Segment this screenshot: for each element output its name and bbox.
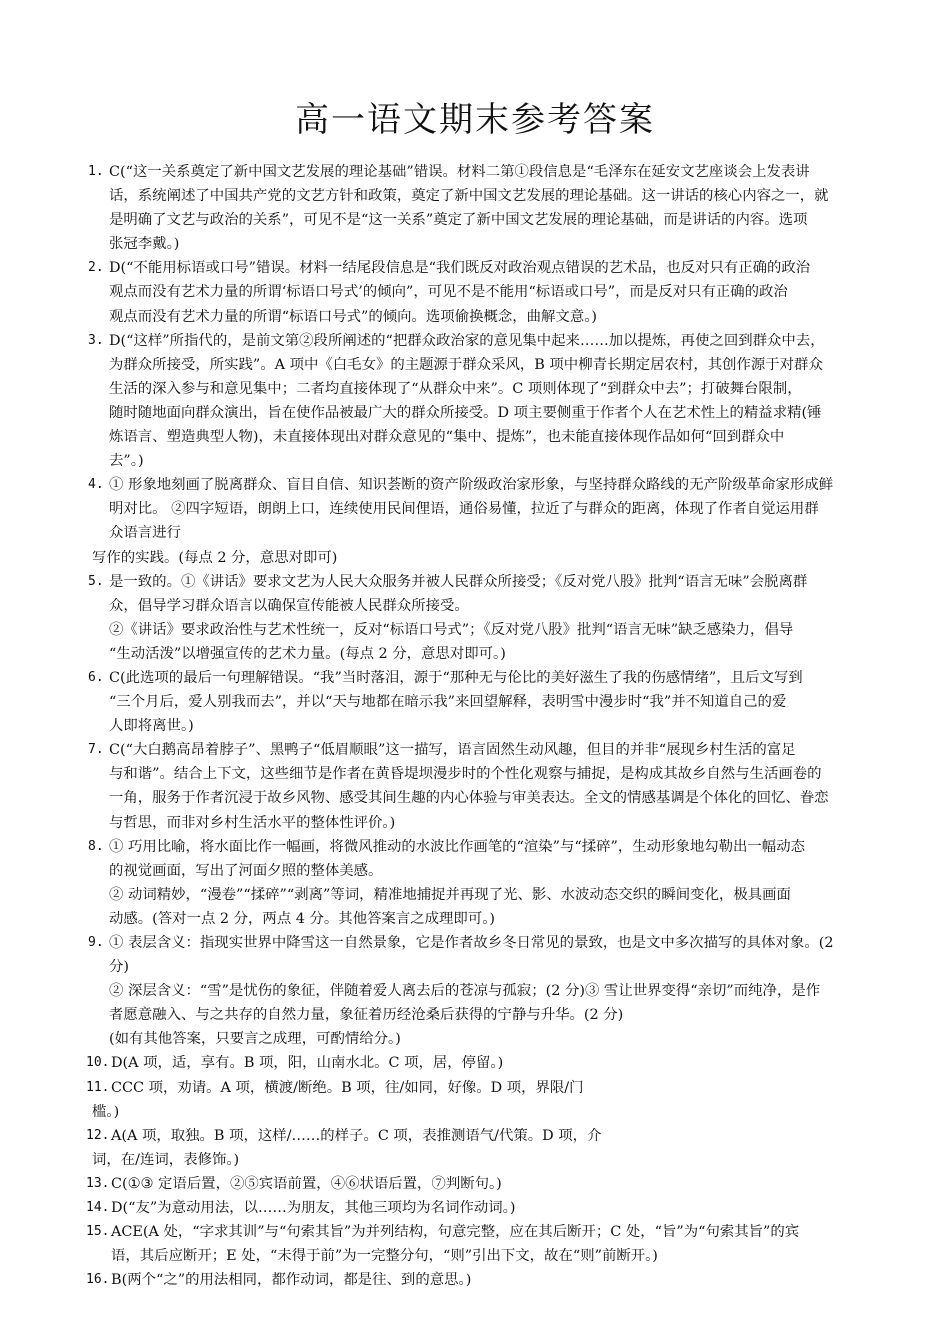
answer-item [88,160,882,256]
answer-line: 为群众所接受，所实践”。A 项中《白毛女》的主题源于群众采风，B 项中柳青长期定居农村，其创作源于对群众 [109,356,823,373]
answer-item [88,931,882,1051]
answer-line: (如有其他答案，只要言之成理，可酌情给分。) [109,1031,401,1048]
answer-continuation-line: 写作的实践。(每点 2 分，意思对即可) [92,549,338,566]
answer-line: 的视觉画面，写出了河面夕照的整体美感。 [109,862,383,879]
answer-line: D(A 项，适，享有。B 项，阳，山南水北。C 项，居，停留。) [111,1055,504,1072]
answer-line: 语，其后应断开；E 处，“未得于前”为一完整分句，“则”引出下文，故在“则”前断开。) [111,1248,658,1265]
answer-line: CCC 项，劝请。A 项，横渡/断绝。B 项，往/如同，好像。D 项，界限/门 [111,1079,584,1096]
answer-continuation-line: 词，在/连词，表修饰。) [92,1151,240,1168]
answer-line: ② 深层含义：“雪”是忧伤的象征，伴随着爱人离去后的苍凉与孤寂；(2 分)③ 雪让世界变得“亲切”而纯净，是作 [109,983,821,1000]
answer-line: 分) [109,959,130,976]
answer-line: ① 巧用比喻，将水面比作一幅画，将微风推动的水波比作画笔的“渲染”与“揉碎”，生动形象地勾勒出一幅动态 [109,838,805,855]
answer-line: “三个月后，爱人别我而去”，并以“天与地都在暗示我”来回望解释，表明雪中漫步时“我”并不知道自己的爱 [109,694,787,711]
answer-number: 10. [86,1055,110,1071]
answer-line: 随时随地面向群众演出，旨在使作品被最广大的群众所接受。D 项主要侧重于作者个人在艺术性上的精益求精(锤 [109,404,822,421]
answer-line: C(①③ 定语后置，②⑤宾语前置，④⑥状语后置，⑦判断句。) [111,1175,502,1192]
answer-line: 与和谐”。结合上下文，这些细节是作者在黄昏堤坝漫步时的个性化观察与捕捉，是构成其故乡自然与生活画卷的 [109,766,822,783]
answer-number: 9. [88,935,104,950]
answer-number: 5. [88,573,104,589]
answer-line: ① 表层含义：指现实世界中降雪这一自然景象，它是作者故乡冬日常见的景致，也是文中多次描写的具体对象。(2 [109,935,834,951]
answer-item [88,329,882,474]
answer-item [88,666,882,738]
answer-item [86,1076,882,1124]
answer-line: ②《讲话》要求政治性与艺术性统一，反对“标语口号式”；《反对党八股》批判“语言无味”缺乏感染力，倡导 [109,621,794,638]
answer-line: 观点而没有艺术力量的所谓“标语口号式”的倾向。选项偷换概念，曲解文意。) [109,308,598,325]
answer-line: 是一致的。①《讲话》要求文艺为人民大众服务并被人民群众所接受；《反对党八股》批判“语言无味”会脱离群 [109,573,808,590]
answer-list [86,160,882,1292]
answer-number: 8. [88,838,104,854]
answer-item [86,1220,882,1268]
answer-continuation-line: 槛。) [92,1103,120,1120]
answer-item [88,835,882,931]
answer-number: 2. [88,260,104,276]
answer-number: 3. [88,332,104,348]
answer-line: 动感。(答对一点 2 分，两点 4 分。其他答案言之成理即可。) [109,910,496,927]
answer-item [86,1124,882,1172]
answer-line: 与哲思，而非对乡村生活水平的整体性评价。) [109,814,396,831]
answer-line: C(“大白鹅高昂着脖子”、黑鸭子“低眉顺眼”这一描写，语言固然生动风趣，但目的并非“展现乡村生活的富足 [109,742,796,759]
answer-line: 张冠李戴。) [109,236,180,253]
answer-line: C(此选项的最后一句理解错误。“我”当时落泪，源于“那种无与伦比的美好滋生了我的伤感情绪”，且后文写到 [109,669,803,686]
answer-number: 13. [86,1175,110,1191]
answer-line: D(“这样”所指代的，是前文第②段所阐述的“把群众政治家的意见集中起来……加以提炼，再使之回到群众中去， [109,332,825,349]
answer-line: “生动活泼”以增强宣传的艺术力量。(每点 2 分，意思对即可。) [109,645,506,662]
page-title: 高一语文期末参考答案 [295,100,655,140]
answer-number: 14. [86,1200,110,1216]
answer-line: B(两个“之”的用法相同，都作动词，都是往、到的意思。) [111,1272,472,1289]
answer-line: 众，倡导学习群众语言以确保宣传能被人民群众所接受。 [109,597,469,614]
answer-line: 去”。) [109,453,144,470]
answer-line: 是明确了文艺与政治的关系”，可见不是“这一关系”奠定了新中国文艺发展的理论基础，而是讲话的内容。选项 [109,212,808,229]
answer-number: 1. [88,164,104,179]
answer-line: A(A 项，取独。B 项，这样/……的样子。C 项，表推测语气/代策。D 项，介 [111,1127,602,1144]
answer-item [86,1051,882,1075]
answer-line: ② 动词精妙，“漫卷”“揉碎”“剥离”等词，精准地捕捉并再现了光、影、水波动态交织的瞬间变化，极具画面 [109,886,791,903]
answer-item [86,1268,882,1292]
answer-line: ① 形象地刻画了脱离群众、盲目自信、知识荟断的资产阶级政治家形象，与坚持群众路线的无产阶级革命家形成鲜 [109,477,834,494]
answer-item [88,473,882,569]
answer-item [88,570,882,666]
answer-item [86,1196,882,1220]
answer-line: D(“友”为意动用法，以……为朋友，其他三项均为名词作动词。) [111,1200,516,1217]
answer-line: 明对比。 ②四字短语，朗朗上口，连续使用民间俚语，通俗易懂，拉近了与群众的距离，体现了作者自觉运用群 [109,501,819,518]
answer-line: 一角，服务于作者沉浸于故乡风物、感受其间生趣的内心体验与审美表达。全文的情感基调是个体化的回忆、眷恋 [109,790,829,807]
answer-item [88,738,882,834]
answer-line: 生活的深入参与和意见集中；二者均直接体现了“从群众中来”。C 项则体现了“到群众中去”；打破舞台限制， [109,380,802,397]
answer-number: 7. [88,742,104,758]
answer-number: 6. [88,669,104,685]
answer-line: 观点而没有艺术力量的所谓‘标语口号式’的倾向”，可见不是不能用“标语或口号”，而是反对只有正确的政治 [109,284,788,301]
answer-number: 15. [86,1224,110,1240]
answer-line: 者愿意融入、与之共存的自然力量，象征着历经沧桑后获得的宁静与升华。(2 分) [109,1007,624,1024]
answer-line: ACE(A 处，“字求其训”与“句索其旨”为并列结构，句意完整，应在其后断开；C 处，“旨”为“句索其旨”的宾 [111,1224,800,1241]
answer-number: 16. [86,1272,110,1288]
answer-line: 众语言进行 [109,525,181,542]
answer-item [88,256,882,328]
answer-number: 11. [86,1079,110,1095]
answer-line: 炼语言、塑造典型人物)，未直接体现出对群众意见的“集中、提炼”，也未能直接体现作品如何“回到群众中 [109,429,785,446]
answer-number: 4. [88,477,104,493]
answer-line: 人即将离世。) [109,718,194,735]
answer-line: D(“不能用标语或口号”错误。材料一结尾段信息是“我们既反对政治观点错误的艺术品，也反对只有正确的政治 [109,260,811,277]
answer-line: C(“这一关系奠定了新中国文艺发展的理论基础”错误。材料二第①段信息是“毛泽东在延安文艺座谈会上发表讲 [109,164,810,180]
answer-item [86,1172,882,1196]
answer-number: 12. [86,1127,110,1143]
answer-line: 话，系统阐述了中国共产党的文艺方针和政策，奠定了新中国文艺发展的理论基础。这一讲话的核心内容之一，就 [109,188,829,205]
